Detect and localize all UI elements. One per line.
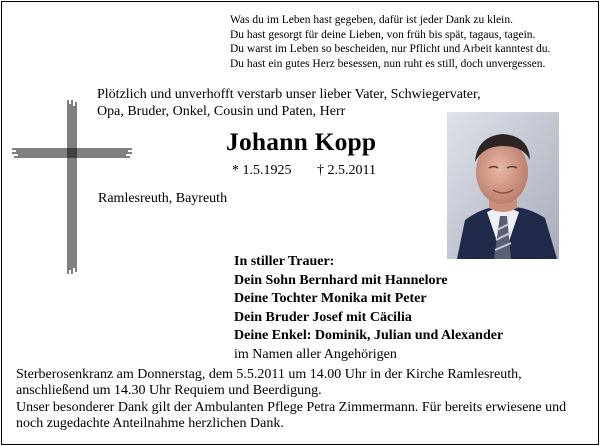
funeral-details: Sterberosenkranz am Donnerstag, dem 5.5.2011 um 14.00 Uhr in der Kirche Ramlesreuth, anschließend um 14.30 Uhr Requiem und Beerdigung. xyxy=(16,367,522,398)
death-date: † 2.5.2011 xyxy=(317,163,376,178)
poem-line: Du hast gesorgt für deine Lieben, von früh bis spät, tagaus, tagein. xyxy=(230,28,536,41)
mourner-line: Dein Sohn Bernhard mit Hannelore xyxy=(234,272,448,288)
cross-icon xyxy=(12,100,132,274)
memorial-poem xyxy=(230,13,594,71)
thanks-note: Unser besonderer Dank gilt der Ambulanten Pflege Petra Zimmermann. Für bereits erwiesene und noch zugedachte Anteilnahme herzlichen Dank. xyxy=(16,400,567,431)
mourner-line: Dein Bruder Josef mit Cäcilia xyxy=(234,309,412,325)
poem-line: Du warst im Leben so bescheiden, nur Pflicht und Arbeit kanntest du. xyxy=(230,43,551,56)
birth-date: * 1.5.1925 xyxy=(232,163,292,178)
residence: Ramlesreuth, Bayreuth xyxy=(98,191,228,206)
life-dates xyxy=(232,163,376,179)
mourners-closing: im Namen aller Angehörigen xyxy=(234,346,397,362)
obituary-card xyxy=(1,1,599,445)
deceased-name: Johann Kopp xyxy=(226,127,377,156)
announcement-intro xyxy=(97,87,481,120)
poem-line: Du hast ein gutes Herz besessen, nun ruht es still, doch unvergessen. xyxy=(230,57,546,70)
mourners-list xyxy=(234,253,503,364)
mourners-heading: In stiller Trauer: xyxy=(234,254,335,269)
portrait-photo xyxy=(447,112,559,259)
mourner-line: Deine Tochter Monika mit Peter xyxy=(234,291,427,306)
intro-line: Opa, Bruder, Onkel, Cousin und Paten, Herr xyxy=(97,103,346,119)
mourner-line: Deine Enkel: Dominik, Julian und Alexander xyxy=(234,328,504,343)
intro-line: Plötzlich und unverhofft verstarb unser lieber Vater, Schwiegervater, xyxy=(97,87,481,102)
poem-line: Was du im Leben hast gegeben, dafür ist jeder Dank zu klein. xyxy=(230,14,513,26)
